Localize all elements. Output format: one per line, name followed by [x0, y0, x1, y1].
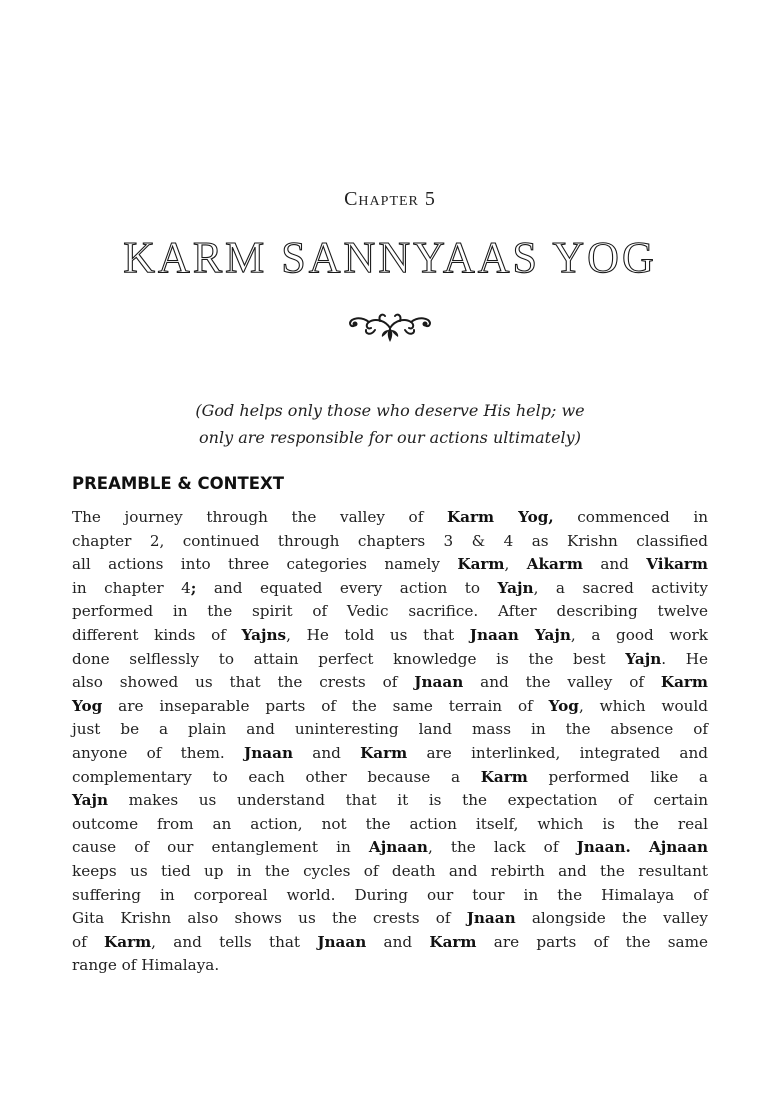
- body-line: [72, 931, 708, 955]
- body-line: [72, 718, 708, 742]
- text-run: cause of our entanglement in: [72, 838, 369, 857]
- body-line: [72, 671, 708, 695]
- text-run: also showed us that the crests of: [72, 673, 415, 692]
- text-run: and equated every action to: [196, 578, 498, 597]
- bold-term: Karm: [660, 673, 708, 692]
- text-run: performed in the spirit of Vedic sacrifice. After describing twelve: [72, 602, 708, 621]
- bold-term: Karm: [360, 743, 408, 762]
- text-run: , which would: [578, 696, 708, 715]
- body-line: [72, 695, 708, 719]
- body-line: [72, 836, 708, 860]
- bold-term: Akarm: [526, 555, 583, 574]
- bold-term: Jnaan: [466, 909, 516, 928]
- epigraph: [0, 397, 780, 451]
- text-run: commenced in: [553, 508, 708, 526]
- bold-term: Jnaan.: [576, 838, 631, 857]
- bold-term: Jnaan: [244, 743, 293, 762]
- text-run: [631, 838, 649, 856]
- text-run: , and tells that: [151, 932, 318, 951]
- text-run: different kinds of: [72, 625, 242, 644]
- bold-term: Yajn: [625, 649, 662, 668]
- text-run: keeps us tied up in the cycles of death and rebirth and the resultant: [72, 861, 708, 880]
- text-run: The journey through the valley of: [72, 508, 447, 526]
- bold-term: Karm Yog,: [446, 508, 554, 526]
- text-run: , the lack of: [427, 838, 577, 857]
- body-line: [72, 860, 708, 884]
- body-line: [72, 506, 708, 530]
- body-line: [72, 789, 708, 813]
- chapter-label: Chapter 5: [344, 188, 436, 210]
- text-run: done selflessly to attain perfect knowledge is the best: [72, 649, 626, 668]
- bold-term: Karm: [480, 767, 528, 786]
- text-run: are inseparable parts of the same terrain of: [102, 696, 549, 715]
- text-run: , a sacred activity: [533, 578, 708, 597]
- text-run: range of Himalaya.: [72, 956, 220, 975]
- text-run: ,: [504, 555, 527, 574]
- body-line: [72, 530, 708, 554]
- text-run: anyone of them.: [72, 743, 245, 762]
- bold-term: Ajnaan: [648, 838, 709, 857]
- text-run: are parts of the same: [476, 932, 708, 951]
- epigraph-line: only are responsible for our actions ultimately): [199, 428, 581, 447]
- section-heading: PREAMBLE & CONTEXT: [72, 474, 284, 493]
- text-run: just be a plain and uninteresting land mass in the absence of: [72, 720, 708, 739]
- text-run: in chapter 4: [72, 578, 191, 597]
- bold-term: Yajn: [497, 578, 534, 597]
- bold-term: Yajns: [241, 625, 287, 644]
- bold-term: Vikarm: [646, 555, 709, 574]
- bold-term: Karm: [104, 932, 152, 951]
- text-run: suffering in corporeal world. During our tour in the Himalaya of: [72, 885, 708, 904]
- text-run: , a good work: [570, 625, 708, 644]
- text-run: chapter 2, continued through chapters 3 & 4 as Krishn classified: [72, 531, 708, 550]
- body-line: [72, 624, 708, 648]
- body-line: [72, 954, 708, 978]
- text-run: and: [582, 555, 647, 574]
- text-run: Gita Krishn also shows us the crests of: [72, 909, 467, 928]
- body-line: [72, 884, 708, 908]
- text-run: are interlinked, integrated and: [407, 743, 708, 762]
- text-run: . He: [661, 649, 708, 668]
- text-run: and: [292, 743, 361, 762]
- text-run: of: [72, 932, 105, 951]
- chapter-title: KARM SANNYAAS YOG: [123, 233, 657, 282]
- body-paragraph: [72, 506, 708, 978]
- floral-divider-icon: [345, 308, 435, 344]
- body-line: [72, 907, 708, 931]
- body-line: [72, 553, 708, 577]
- text-run: performed like a: [527, 767, 708, 786]
- bold-term: Yajn: [72, 791, 109, 810]
- body-line: [72, 766, 708, 790]
- bold-term: Karm: [429, 932, 477, 951]
- body-line: [72, 742, 708, 766]
- bold-term: Karm: [457, 555, 505, 574]
- text-run: alongside the valley: [515, 909, 709, 928]
- bold-term: Yog: [548, 696, 579, 715]
- epigraph-line: (God helps only those who deserve His help; we: [195, 401, 585, 420]
- text-run: makes us understand that it is the expectation of certain: [108, 791, 708, 810]
- bold-term: Jnaan: [317, 932, 367, 951]
- body-line: [72, 813, 708, 837]
- text-run: outcome from an action, not the action itself, which is the real: [72, 814, 708, 833]
- body-line: [72, 648, 708, 672]
- text-run: , He told us that: [286, 625, 470, 644]
- bold-term: Ajnaan: [368, 838, 428, 857]
- bold-term: Yog: [72, 696, 103, 715]
- body-line: [72, 600, 708, 624]
- body-line: [72, 577, 708, 601]
- text-run: and: [366, 932, 430, 951]
- text-run: all actions into three categories namely: [72, 555, 458, 574]
- text-run: and the valley of: [463, 673, 661, 692]
- bold-term: Jnaan: [414, 673, 464, 692]
- text-run: complementary to each other because a: [72, 767, 481, 786]
- bold-term: Jnaan Yajn: [469, 625, 571, 644]
- bold-term: ;: [190, 578, 197, 597]
